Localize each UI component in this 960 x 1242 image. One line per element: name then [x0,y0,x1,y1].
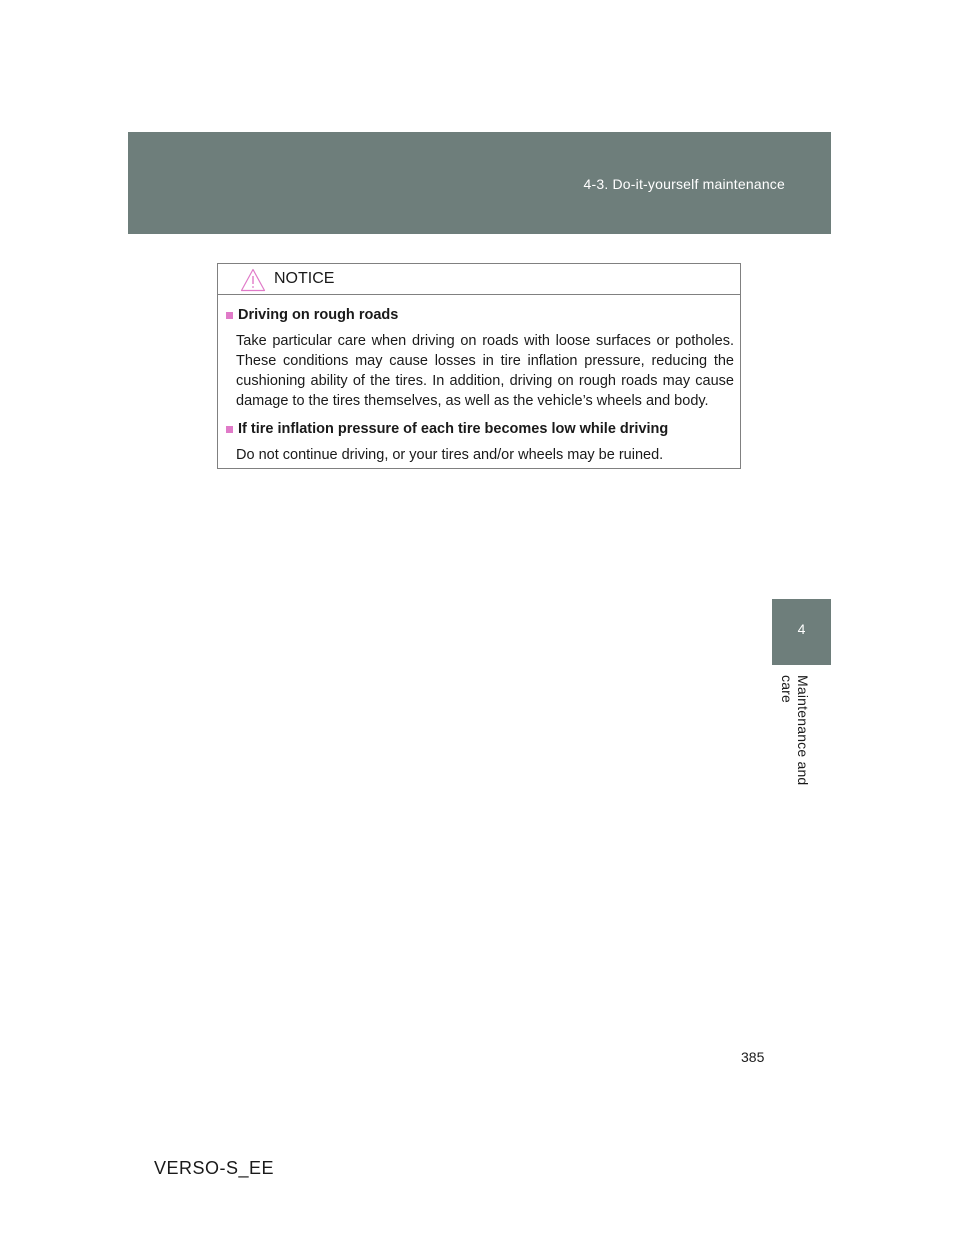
page-number: 385 [741,1049,765,1065]
chapter-number: 4 [797,621,806,637]
heading-text: Driving on rough roads [238,307,399,323]
square-bullet-icon [226,426,233,433]
notice-item-text: Do not continue driving, or your tires and/or wheels may be ruined. [236,447,664,463]
chapter-tab [772,599,831,665]
heading-text: If tire inflation pressure of each tire becomes low while driving [238,421,669,437]
notice-box [217,263,741,469]
notice-body [218,295,740,465]
section-title: 4-3. Do-it-yourself maintenance [583,176,785,192]
notice-item-text: Take particular care when driving on roads with loose surfaces or potholes. These conditions may cause losses in tire inflation pressure, reducing the cushioning ability of the tires. In addition, driving on rough roads may cause damage to the tires themselves, as well as the vehicle’s wheels and body. [236,333,734,409]
header-band [128,132,831,234]
warning-triangle-icon [240,268,266,292]
square-bullet-icon [226,312,233,319]
document-code: VERSO-S_EE [154,1158,275,1178]
notice-item-heading [226,307,734,323]
notice-header [218,264,740,295]
notice-item-heading [226,421,734,437]
chapter-label: Maintenance and care [779,675,811,786]
notice-title: NOTICE [274,270,335,287]
